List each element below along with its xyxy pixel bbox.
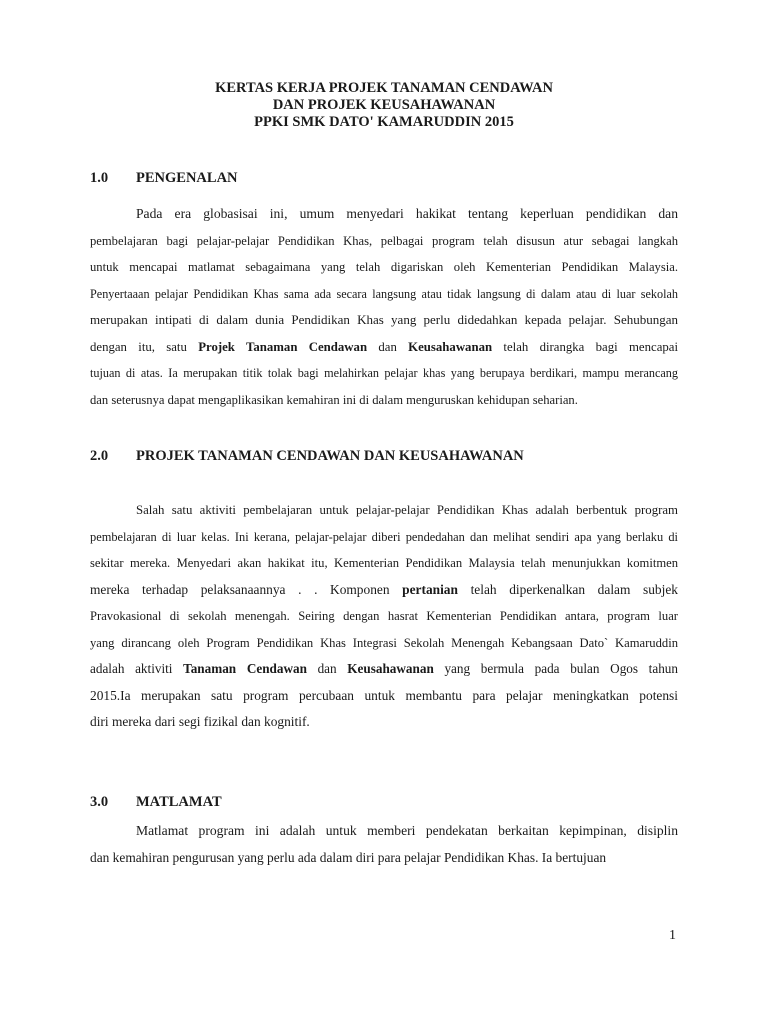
title-line-2: DAN PROJEK KEUSAHAWANAN [272,97,496,113]
bold-text-run: Tanaman Cendawan [183,661,307,676]
section-3-title: MATLAMAT [136,794,222,810]
section-2-paragraph [90,497,678,736]
text-run: dengan itu, satu [90,339,199,354]
section-1-line: untuk mencapai matlamat sebagaimana yang telah digariskan oleh Kementerian Pendidikan Malaysia. [90,260,678,274]
section-1-paragraph [90,201,678,413]
section-2-line-mixed [90,656,678,683]
section-3-line: dan kemahiran pengurusan yang perlu ada dalam diri para pelajar Pendidikan Khas. Ia bertujuan [90,849,607,865]
section-1-line: tujuan di atas. Ia merupakan titik tolak bagi melahirkan pelajar khas yang berupaya berdikari, mampu merancang [90,366,678,380]
page-number: 1 [669,928,676,943]
title-line-3: PPKI SMK DATO' KAMARUDDIN 2015 [254,114,514,130]
text-run: yang bermula pada bulan Ogos tahun [433,661,678,676]
section-1-line: pembelajaran bagi pelajar-pelajar Pendidikan Khas, pelbagai program telah disusun atur sebagai langkah [90,233,678,248]
section-1-line: Pada era globasisai ini, umum menyedari hakikat tentang keperluan pendidikan dan [136,206,678,221]
text-run: dan [306,661,348,676]
section-1-heading [90,170,238,187]
section-3-line: Matlamat program ini adalah untuk memberi pendekatan berkaitan kepimpinan, disiplin [136,823,678,838]
section-2-line: 2015.Ia merupakan satu program percubaan untuk membantu para pelajar meningkatkan potensi [90,687,678,703]
section-2-line-mixed [90,577,678,604]
text-run: dan [367,339,409,354]
section-3-heading [90,794,222,811]
section-2-line: sekitar mereka. Menyedari akan hakikat itu, Kementerian Pendidikan Malaysia telah menunjukkan komitmen [90,556,678,570]
section-2-number: 2.0 [90,448,109,464]
section-2-title: PROJEK TANAMAN CENDAWAN DAN KEUSAHAWANAN [136,448,524,464]
bold-text-run: pertanian [402,581,458,597]
section-1-line: merupakan intipati di dalam dunia Pendidikan Khas yang perlu didedahkan kepada pelajar. Sehubungan [90,312,678,327]
text-run: adalah aktiviti [90,661,184,676]
section-2-line: Salah satu aktiviti pembelajaran untuk pelajar-pelajar Pendidikan Khas adalah berbentuk program [136,503,678,517]
section-2-line: pembelajaran di luar kelas. Ini kerana, pelajar-pelajar diberi pendedahan dan melihat sendiri apa yang berlaku di [90,529,678,544]
section-2-line: diri mereka dari segi fizikal dan kognitif. [90,714,310,729]
section-1-number: 1.0 [90,170,109,186]
section-2-line: Pravokasional di sekolah menengah. Seiring dengan hasrat Kementerian Pendidikan antara, program luar [90,609,678,623]
section-1-line-mixed [90,334,678,361]
bold-text-run: Projek Tanaman Cendawan [198,339,368,354]
bold-text-run: Keusahawanan [408,339,493,354]
text-run: telah diperkenalkan dalam subjek [457,581,678,597]
bold-text-run: Keusahawanan [347,661,434,676]
section-1-line: dan seterusnya dapat mengaplikasikan kemahiran ini di dalam menguruskan kehidupan seharian. [90,392,578,407]
section-3-number: 3.0 [90,794,109,810]
text-run: telah dirangka bagi mencapai [492,339,679,354]
section-3-paragraph [90,818,678,871]
text-run: mereka terhadap pelaksanaannya . . Komponen [90,581,403,597]
section-1-line: Penyertaaan pelajar Pendidikan Khas sama ada secara langsung atau tidak langsung di dalam atau di luar sekolah [90,286,678,301]
section-2-heading [90,448,524,465]
document-title [0,80,768,131]
title-line-1: KERTAS KERJA PROJEK TANAMAN CENDAWAN [215,80,553,96]
section-1-title: PENGENALAN [136,170,238,186]
section-2-line: yang dirancang oleh Program Pendidikan Khas Integrasi Sekolah Menengah Kebangsaan Dato` Kamaruddin [90,635,678,650]
